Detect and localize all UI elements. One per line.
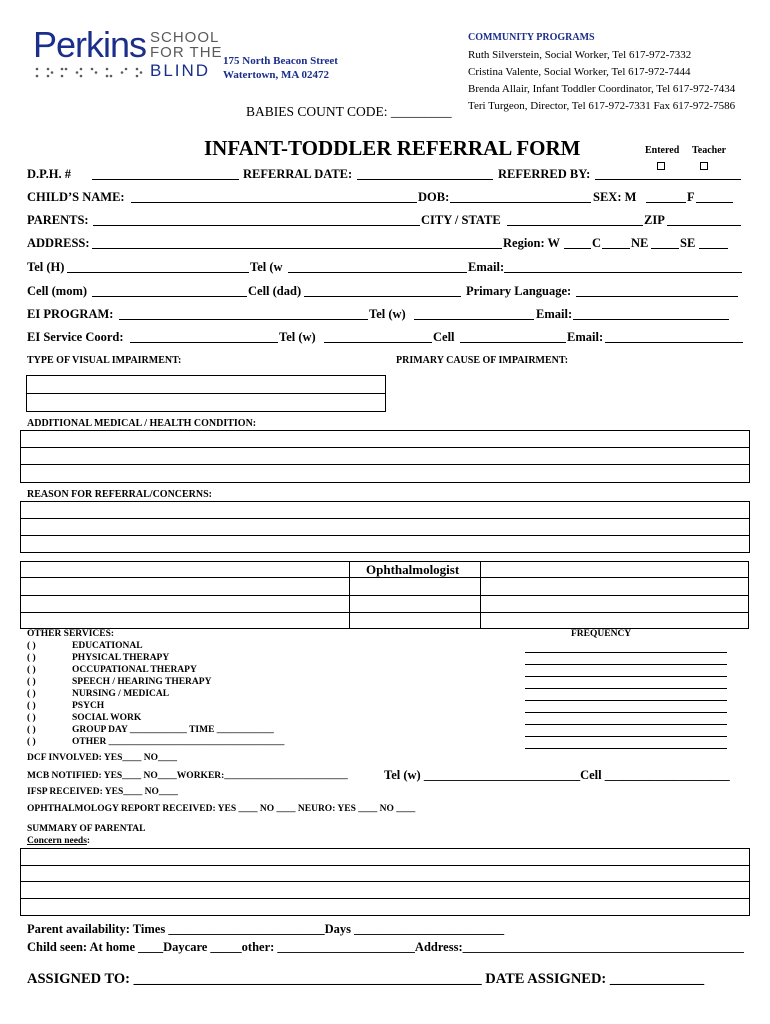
dph-label: D.P.H. # <box>27 167 71 181</box>
dcf-involved[interactable]: DCF INVOLVED: YES____ NO____ <box>27 753 177 763</box>
community-contact: Brenda Allair, Infant Toddler Coordinator, Tel 617-972-7434 <box>468 83 736 95</box>
zip-field[interactable] <box>667 215 741 226</box>
region-se-label: SE <box>680 236 696 250</box>
reason-for-referral-box[interactable] <box>20 501 750 553</box>
service-checkbox[interactable]: ( ) <box>27 665 36 675</box>
tel-work-field[interactable] <box>288 262 467 273</box>
frequency-field[interactable] <box>525 664 727 665</box>
logo-school-line-1: SCHOOL <box>150 29 220 46</box>
service-checkbox[interactable]: ( ) <box>27 689 36 699</box>
child-seen[interactable]: Child seen: At home ____Daycare _____other: ______________________Address:_____________________________________________ <box>27 940 744 954</box>
frequency-field[interactable] <box>525 688 727 689</box>
frequency-field[interactable] <box>525 736 727 737</box>
region-label: Region: W <box>503 236 561 250</box>
entered-label: Entered <box>645 145 680 156</box>
ei-email-field[interactable] <box>573 309 729 320</box>
mcb-tel-cell[interactable]: Tel (w) _________________________Cell ____________________ <box>384 768 730 782</box>
tel-work-label: Tel (w <box>250 260 283 274</box>
service-label: NURSING / MEDICAL <box>72 689 170 699</box>
service-checkbox[interactable]: ( ) <box>27 725 36 735</box>
referred-by-label: REFERRED BY: <box>498 167 591 181</box>
address-label: ADDRESS: <box>27 236 90 250</box>
logo-word: Perkins <box>33 24 147 65</box>
frequency-field[interactable] <box>525 712 727 713</box>
region-ne-field[interactable] <box>651 238 679 249</box>
zip-label: ZIP <box>644 213 665 227</box>
cell-mom-field[interactable] <box>92 286 247 297</box>
visual-impairment-type-label: TYPE OF VISUAL IMPAIRMENT: <box>27 355 182 366</box>
ei-program-label: EI PROGRAM: <box>27 307 114 321</box>
teacher-label: Teacher <box>692 145 727 156</box>
frequency-field[interactable] <box>525 724 727 725</box>
logo-school-line-2: FOR THE <box>150 44 223 61</box>
dph-field[interactable] <box>92 169 239 180</box>
summary-title: SUMMARY OF PARENTAL <box>27 824 146 834</box>
frequency-field[interactable] <box>525 748 727 749</box>
mcb-notified[interactable]: MCB NOTIFIED: YES____ NO____WORKER:__________________________ <box>27 771 348 781</box>
cell-mom-label: Cell (mom) <box>27 284 88 298</box>
concern-needs: Concern needs: <box>27 836 91 846</box>
sex-m-field[interactable] <box>646 192 686 203</box>
community-contact: Cristina Valente, Social Worker, Tel 617-972-7444 <box>468 66 691 78</box>
parents-field[interactable] <box>93 215 420 226</box>
braille-dots-icon <box>34 66 144 80</box>
reason-for-referral-label: REASON FOR REFERRAL/CONCERNS: <box>27 489 213 500</box>
tel-home-label: Tel (H) <box>27 260 65 274</box>
ifsp-received[interactable]: IFSP RECEIVED: YES____ NO____ <box>27 787 178 797</box>
medical-condition-label: ADDITIONAL MEDICAL / HEALTH CONDITION: <box>27 418 257 429</box>
ei-tel-w-field[interactable] <box>414 309 534 320</box>
email-label: Email: <box>468 260 505 274</box>
sc-tel-w-field[interactable] <box>324 332 432 343</box>
primary-language-label: Primary Language: <box>466 284 572 298</box>
service-label: EDUCATIONAL <box>72 641 143 651</box>
sc-cell-label: Cell <box>433 330 455 344</box>
sex-label: SEX: M <box>593 190 637 204</box>
address-street: 175 North Beacon Street <box>223 55 338 67</box>
service-label: GROUP DAY ____________ TIME ____________ <box>72 725 274 735</box>
service-label: OCCUPATIONAL THERAPY <box>72 665 197 675</box>
cell-dad-field[interactable] <box>304 286 461 297</box>
childs-name-field[interactable] <box>131 192 417 203</box>
service-label: OTHER _____________________________________ <box>72 737 285 747</box>
childs-name-label: CHILD’S NAME: <box>27 190 125 204</box>
form-title: INFANT-TODDLER REFERRAL FORM <box>204 136 581 160</box>
dob-label: DOB: <box>418 190 450 204</box>
sex-f-field[interactable] <box>696 192 733 203</box>
region-ne-label: NE <box>631 236 649 250</box>
ei-tel-w-label: Tel (w) <box>369 307 406 321</box>
community-contact: Ruth Silverstein, Social Worker, Tel 617-972-7332 <box>468 49 692 61</box>
frequency-field[interactable] <box>525 676 727 677</box>
parent-availability[interactable]: Parent availability: Times _________________________Days ________________________ <box>27 922 505 936</box>
frequency-label: FREQUENCY <box>571 629 632 639</box>
ei-service-coord-label: EI Service Coord: <box>27 330 124 344</box>
ei-program-field[interactable] <box>119 309 368 320</box>
frequency-field[interactable] <box>525 700 727 701</box>
region-c-field[interactable] <box>602 238 630 249</box>
city-state-label: CITY / STATE <box>421 213 501 227</box>
other-services-title: OTHER SERVICES: <box>27 629 115 639</box>
community-title: COMMUNITY PROGRAMS <box>468 32 595 43</box>
tel-home-field[interactable] <box>67 262 249 273</box>
sex-f-label: F <box>687 190 695 204</box>
city-state-field[interactable] <box>507 215 643 226</box>
ophthalmology-report[interactable]: OPHTHALMOLOGY REPORT RECEIVED: YES ____ NO ____ NEURO: YES ____ NO ____ <box>27 804 416 814</box>
sc-email-label: Email: <box>567 330 604 344</box>
referral-date-field[interactable] <box>357 169 493 180</box>
address-city: Watertown, MA 02472 <box>223 69 330 81</box>
primary-cause-label: PRIMARY CAUSE OF IMPAIRMENT: <box>396 355 569 366</box>
community-contact: Teri Turgeon, Director, Tel 617-972-7331 Fax 617-972-7586 <box>468 100 736 112</box>
referred-by-field[interactable] <box>595 169 741 180</box>
assigned-to[interactable]: ASSIGNED TO: ________________________________________________ DATE ASSIGNED: _____________ <box>27 971 705 987</box>
ei-service-coord-field[interactable] <box>130 332 278 343</box>
service-checkbox[interactable]: ( ) <box>27 677 36 687</box>
service-checkbox[interactable]: ( ) <box>27 653 36 663</box>
logo-school-line-3: BLIND <box>150 61 211 80</box>
region-se-field[interactable] <box>699 238 728 249</box>
service-checkbox[interactable]: ( ) <box>27 713 36 723</box>
sc-tel-w-label: Tel (w) <box>279 330 316 344</box>
region-w-field[interactable] <box>564 238 591 249</box>
service-checkbox[interactable]: ( ) <box>27 701 36 711</box>
service-label: PSYCH <box>72 701 105 711</box>
ei-email-label: Email: <box>536 307 573 321</box>
cell-dad-label: Cell (dad) <box>248 284 302 298</box>
ophthalmologist-header: Ophthalmologist <box>366 562 460 577</box>
service-checkbox[interactable]: ( ) <box>27 641 36 651</box>
address-field[interactable] <box>92 238 502 249</box>
sc-email-field[interactable] <box>605 332 743 343</box>
service-checkbox[interactable]: ( ) <box>27 737 36 747</box>
service-label: PHYSICAL THERAPY <box>72 653 170 663</box>
referral-date-label: REFERRAL DATE: <box>243 167 353 181</box>
region-c-label: C <box>592 236 602 250</box>
parents-label: PARENTS: <box>27 213 89 227</box>
service-label: SPEECH / HEARING THERAPY <box>72 677 212 687</box>
sc-cell-field[interactable] <box>460 332 566 343</box>
summary-box[interactable] <box>20 848 750 916</box>
dob-field[interactable] <box>450 192 591 203</box>
email-field[interactable] <box>504 262 742 273</box>
frequency-field[interactable] <box>525 652 727 653</box>
babies-count-code: BABIES COUNT CODE: _________ <box>246 104 452 119</box>
service-label: SOCIAL WORK <box>72 713 142 723</box>
primary-language-field[interactable] <box>576 286 738 297</box>
medical-condition-box[interactable] <box>20 430 750 483</box>
